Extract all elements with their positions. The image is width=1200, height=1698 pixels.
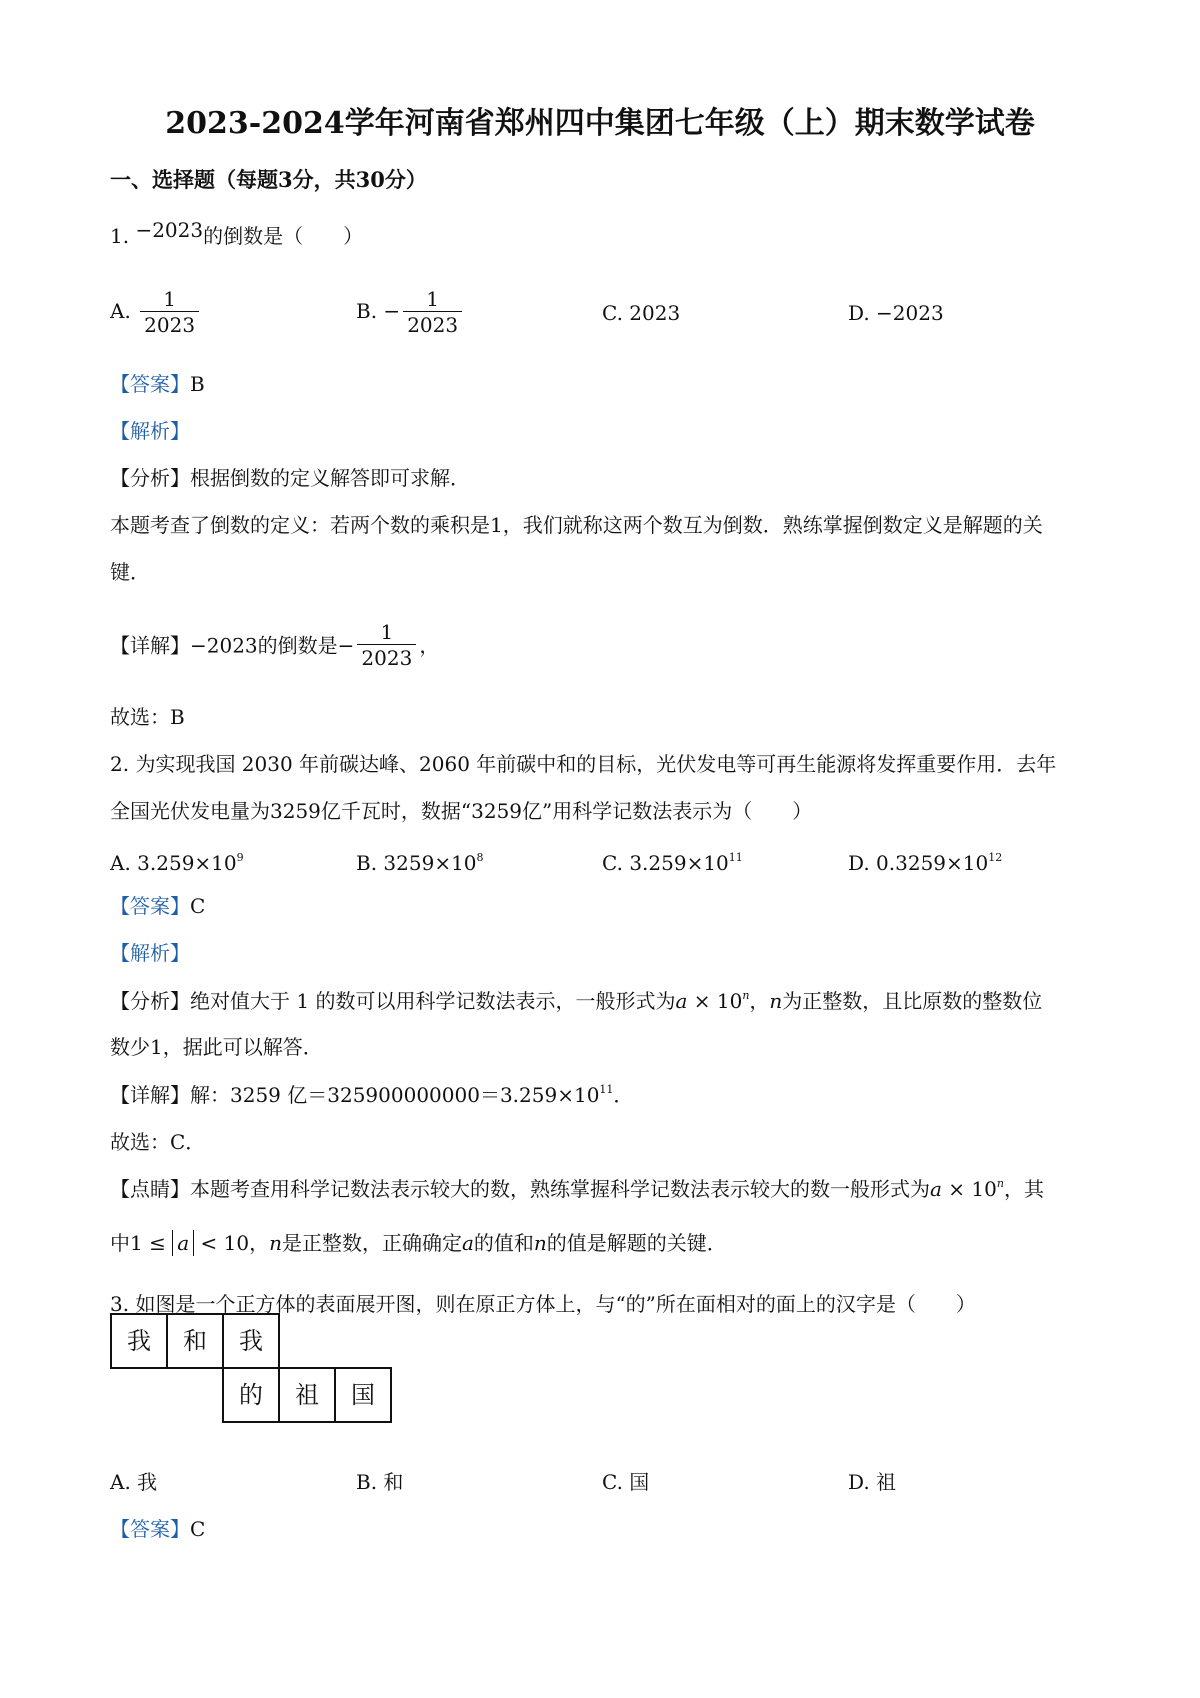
q1-detail-text: 【详解】−2023的倒数是: [110, 633, 338, 658]
q1-value: −2023: [135, 218, 204, 242]
q2-analysis-text-c: 为正整数，且比原数的整数位: [782, 989, 1043, 1013]
net-cell-4: 的: [222, 1367, 280, 1423]
q2-remark-text-b: ，其: [1003, 1177, 1044, 1201]
q2-remark2-var-n: n: [269, 1231, 282, 1255]
q2-remark-var-a: a: [930, 1177, 942, 1201]
q1-detail-denominator: 2023: [357, 644, 416, 671]
q1-option-a-label: A.: [110, 299, 131, 323]
q2-remark2-text-b: < 10，: [194, 1231, 270, 1255]
q2-remark2-text-e: 的值是解题的关键．: [546, 1231, 727, 1255]
q1-option-c: C. 2023: [602, 301, 681, 325]
q3-option-a: A. 我: [110, 1470, 158, 1494]
net-cell-1: 我: [110, 1313, 168, 1369]
q1-option-b-fraction: [403, 287, 462, 338]
q2-answer: [110, 892, 205, 920]
q3-option-d: D. 祖: [848, 1470, 897, 1494]
cube-net-figure: [110, 1313, 400, 1453]
q3-option-c: C. 国: [602, 1470, 650, 1494]
q2-answer-tag: 【答案】: [110, 894, 190, 918]
q2-option-a-exponent: 9: [236, 851, 244, 864]
q2-solution-heading: 【解析】: [110, 941, 190, 965]
q1-answer: [110, 370, 205, 398]
q1-option-a-numerator: 1: [163, 287, 176, 311]
q1-explanation-line1: 本题考查了倒数的定义：若两个数的乘积是1，我们就称这两个数互为倒数．熟练掌握倒数定义是解题的关: [110, 513, 1043, 537]
q2-option-c-label: C.: [602, 851, 623, 875]
q1-option-b-sign: −: [383, 299, 401, 323]
q2-remark2-abs: a: [172, 1230, 194, 1256]
q2-option-b-exponent: 8: [476, 851, 484, 864]
q2-remark2-var-a: a: [461, 1231, 474, 1255]
q1-option-a-fraction: [140, 287, 199, 338]
q2-remark-exp: n: [996, 1177, 1004, 1190]
q2-option-b: [356, 849, 484, 877]
q1-option-b: [356, 287, 465, 338]
section-heading-choice: 一、选择题（每题3分，共30分）: [110, 167, 427, 192]
q1-explanation-line2: 键．: [110, 560, 150, 584]
q2-detail-end: ．: [613, 1083, 634, 1107]
q2-remark-line2: [110, 1229, 727, 1257]
q2-remark2-text-a: 中1 ≤: [110, 1231, 173, 1255]
q3-option-b: B. 和: [356, 1470, 404, 1494]
q3-stem: 3. 如图是一个正方体的表面展开图，则在原正方体上，与“的”所在面相对的面上的汉字是（ ）: [110, 1292, 976, 1316]
q1-stem: [110, 218, 364, 250]
q1-analysis: 【分析】根据倒数的定义解答即可求解．: [110, 466, 470, 490]
q2-option-a: [110, 849, 244, 877]
q2-remark-line1: [110, 1175, 1044, 1203]
q2-remark-times: × 10: [941, 1177, 997, 1201]
q2-analysis-line2: 数少1，据此可以解答．: [110, 1035, 323, 1059]
q1-detail-sign: −: [337, 633, 355, 658]
q1-detail-fraction: [357, 620, 416, 671]
q1-choice: 故选：B: [110, 705, 185, 729]
q2-option-c: [602, 849, 743, 877]
q1-detailed-solution: [110, 620, 439, 671]
q2-analysis-var-n: n: [769, 989, 783, 1013]
page-title: 2023-2024学年河南省郑州四中集团七年级（上）期末数学试卷: [165, 106, 1035, 141]
q1-answer-tag: 【答案】: [110, 372, 190, 396]
q1-option-a-denominator: 2023: [140, 311, 199, 338]
q2-detail-text: 【详解】解：3259 亿＝325900000000＝3.259×10: [110, 1083, 600, 1107]
q2-remark2-text-c: 是正整数，正确确定: [281, 1231, 462, 1255]
q3-answer-value: C: [190, 1517, 206, 1541]
q2-answer-value: C: [190, 894, 206, 918]
q2-remark2-text-d: 的值和: [473, 1231, 534, 1255]
q2-detail-exponent: 11: [599, 1083, 614, 1096]
q2-analysis-times: × 10: [687, 989, 743, 1013]
q2-option-d-base: 0.3259×10: [876, 851, 989, 875]
q1-option-a: [110, 287, 202, 338]
q2-option-d: [848, 849, 1002, 877]
q2-analysis-line1: [110, 987, 1042, 1015]
q2-detailed-solution: [110, 1081, 633, 1109]
q1-detail-end: ，: [419, 633, 440, 658]
q2-option-d-label: D.: [848, 851, 870, 875]
q2-option-c-base: 3.259×10: [629, 851, 729, 875]
q2-stem-line1: 2. 为实现我国 2030 年前碳达峰、2060 年前碳中和的目标，光伏发电等可再生能源将发挥重要作用．去年: [110, 752, 1057, 776]
q2-option-c-exponent: 11: [728, 851, 743, 864]
q3-answer-tag: 【答案】: [110, 1517, 190, 1541]
q2-remark-text-a: 【点睛】本题考查用科学记数法表示较大的数，熟练掌握科学记数法表示较大的数一般形式为: [110, 1177, 930, 1201]
q1-number: 1.: [110, 224, 130, 248]
q2-analysis-exp: n: [742, 989, 750, 1002]
q2-analysis-var-a: a: [675, 989, 688, 1013]
q2-stem-line2: 全国光伏发电量为3259亿千瓦时，数据“3259亿”用科学记数法表示为（ ）: [110, 799, 813, 823]
net-cell-5: 祖: [278, 1367, 336, 1423]
q1-option-b-denominator: 2023: [403, 311, 462, 338]
q1-option-d: D. −2023: [848, 301, 944, 325]
net-cell-6: 国: [334, 1367, 392, 1423]
q1-detail-numerator: 1: [380, 620, 394, 644]
q1-option-b-label: B.: [356, 299, 378, 323]
net-cell-3: 我: [222, 1313, 280, 1369]
q1-stem-text: 的倒数是（ ）: [203, 224, 364, 248]
q1-answer-value: B: [190, 372, 205, 396]
q2-option-a-label: A.: [110, 851, 131, 875]
q3-answer: [110, 1515, 205, 1543]
q1-solution-heading: 【解析】: [110, 419, 190, 443]
q1-option-b-numerator: 1: [426, 287, 439, 311]
q2-option-b-label: B.: [356, 851, 378, 875]
q2-option-d-exponent: 12: [988, 851, 1003, 864]
q2-analysis-text-b: ，: [749, 989, 770, 1013]
q2-option-b-base: 3259×10: [383, 851, 477, 875]
q2-analysis-text-a: 【分析】绝对值大于 1 的数可以用科学记数法表示，一般形式为: [110, 989, 676, 1013]
net-cell-2: 和: [166, 1313, 224, 1369]
q2-option-a-base: 3.259×10: [137, 851, 237, 875]
q2-choice: 故选：C．: [110, 1130, 206, 1154]
q2-remark2-var-n2: n: [533, 1231, 547, 1255]
